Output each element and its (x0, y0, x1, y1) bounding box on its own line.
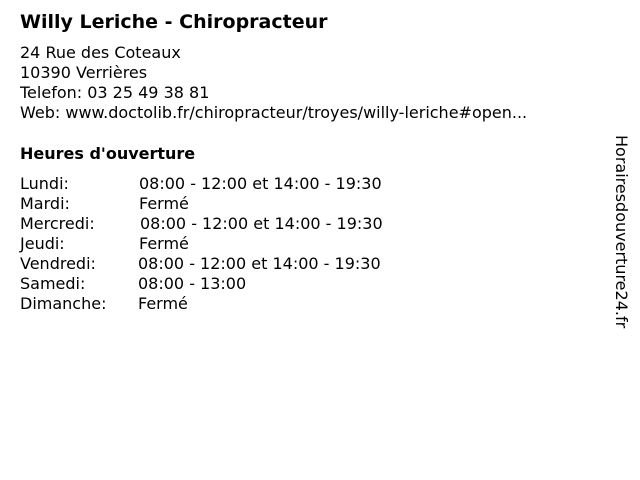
address-city: 10390 Verrières (20, 63, 148, 82)
day-label: Jeudi: (20, 234, 65, 253)
day-hours: 08:00 - 12:00 et 14:00 - 19:30 (139, 174, 382, 193)
contact-info (20, 43, 527, 123)
day-hours: Fermé (138, 294, 188, 313)
site-watermark: Horairesdouverture24.fr (612, 135, 631, 329)
day-hours: Fermé (139, 194, 189, 213)
day-label: Mercredi: (20, 214, 95, 233)
phone-number: Telefon: 03 25 49 38 81 (20, 83, 210, 102)
day-label: Vendredi: (20, 254, 96, 273)
day-label: Mardi: (20, 194, 70, 213)
business-name: Willy Leriche - Chiropracteur (20, 11, 328, 33)
day-hours: Fermé (139, 234, 189, 253)
day-label: Dimanche: (20, 294, 107, 313)
day-hours: 08:00 - 12:00 et 14:00 - 19:30 (138, 254, 381, 273)
website-link[interactable]: Web: www.doctolib.fr/chiropracteur/troyes/willy-leriche#open... (20, 103, 528, 122)
day-hours: 08:00 - 13:00 (138, 274, 247, 293)
day-label: Lundi: (20, 174, 69, 193)
opening-hours-heading: Heures d'ouverture (20, 144, 196, 163)
address-street: 24 Rue des Coteaux (20, 43, 181, 62)
day-hours: 08:00 - 12:00 et 14:00 - 19:30 (140, 214, 383, 233)
day-label: Samedi: (20, 274, 86, 293)
